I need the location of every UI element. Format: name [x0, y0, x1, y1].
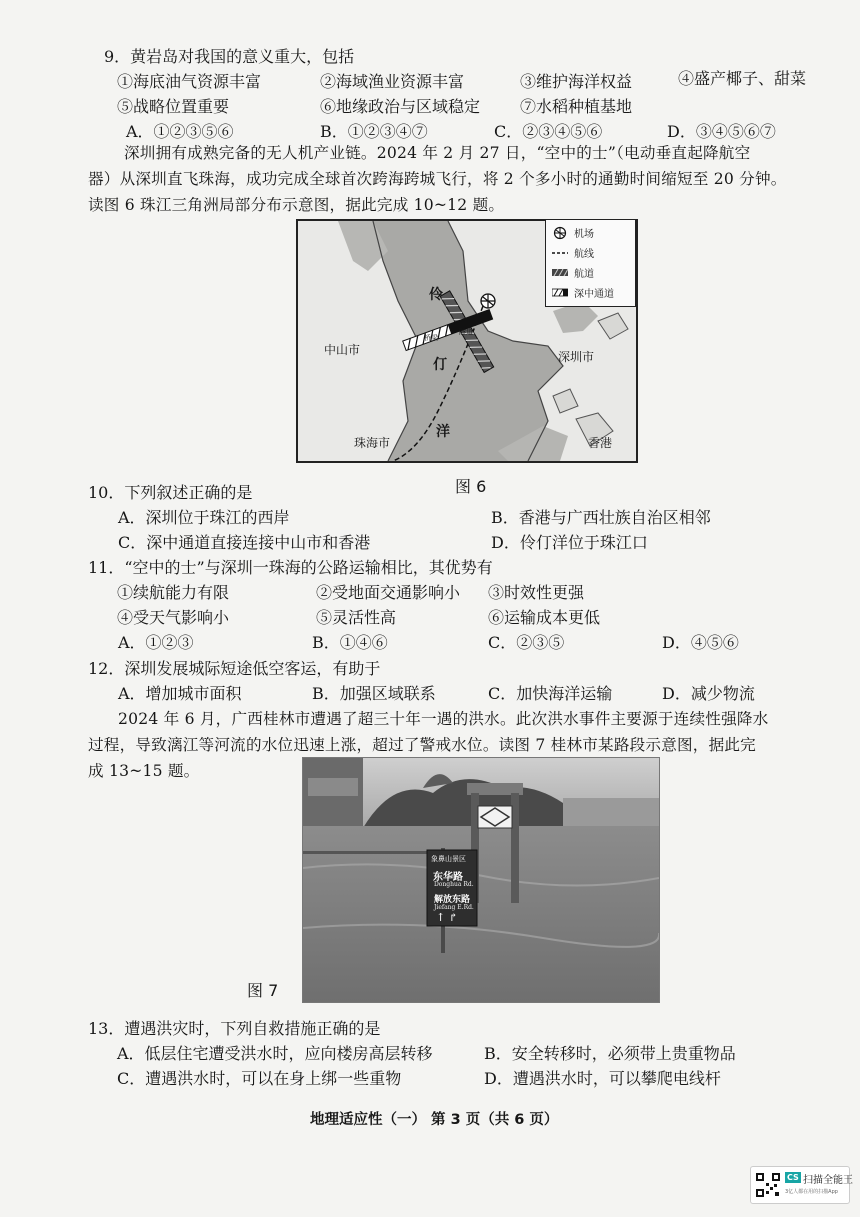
q12-stem: 12．深圳发展城际短途低空客运，有助于: [88, 659, 381, 678]
q9-item: ②海域渔业资源丰富: [320, 72, 465, 91]
q12-option: C．加快海洋运输: [488, 684, 613, 703]
q10-option: A．深圳位于珠江的西岸: [118, 508, 290, 527]
q10-option: B．香港与广西壮族自治区相邻: [491, 508, 711, 527]
q9-stem: 9．黄岩岛对我国的意义重大，包括: [104, 47, 355, 66]
q12-option: A．增加城市面积: [118, 684, 242, 703]
figure-6-caption: 图 6: [455, 477, 487, 496]
sign-line: 象鼻山景区: [431, 855, 466, 863]
intro-paragraph-line: 读图 6 珠江三角洲局部分布示意图，据此完成 10~12 题。: [88, 196, 505, 214]
q13-option: B．安全转移时，必须带上贵重物品: [484, 1044, 736, 1063]
island: [553, 389, 578, 413]
q9-option: B．①②③④⑦: [320, 122, 428, 141]
q11-item: ④受天气影响小: [117, 608, 230, 627]
q13-option: D．遭遇洪水时，可以攀爬电线杆: [484, 1069, 721, 1088]
q9-item: ①海底油气资源丰富: [117, 72, 262, 91]
q13-option: C．遭遇洪水时，可以在身上绑一些重物: [117, 1069, 402, 1088]
camscanner-badge: [750, 1166, 853, 1204]
page-footer: 地理适应性（一） 第 3 页（共 6 页）: [310, 1112, 559, 1128]
map-legend: [545, 219, 636, 307]
q9-option: C．②③④⑤⑥: [494, 122, 603, 141]
q12-option: D．减少物流: [662, 684, 755, 703]
legend-route: 航线: [574, 249, 594, 260]
sign-line: Donghua Rd.: [434, 881, 474, 888]
intro-paragraph-line: 器）从深圳直飞珠海，成功完成全球首次跨海跨城飞行，将 2 个多小时的通勤时间缩短至 20 分钟。: [88, 170, 787, 188]
camscanner-title: 扫描全能王: [803, 1175, 853, 1186]
q11-option: B．①④⑥: [312, 633, 388, 652]
sign-line: 东华路: [433, 872, 463, 883]
flood-scene: [303, 758, 659, 1002]
camscanner-logo: CS: [787, 1173, 799, 1182]
island: [598, 313, 628, 339]
legend-airport: 机场: [574, 229, 594, 240]
map-label-shenzhen: 深圳市: [558, 350, 595, 364]
q11-item: ①续航能力有限: [117, 583, 230, 602]
intro-paragraph-line: 2024 年 6 月，广西桂林市遭遇了超三十年一遇的洪水。此次洪水事件主要源于连续性强降水: [118, 710, 769, 728]
q9-item: ⑥地缘政治与区域稳定: [320, 97, 481, 116]
intro-paragraph-line: 过程，导致漓江等河流的水位迅速上涨，超过了警戒水位。读图 7 桂林市某路段示意图，据此完: [88, 736, 756, 754]
map-label-ding: 仃: [433, 357, 447, 373]
q9-item: ⑦水稻种植基地: [520, 97, 633, 116]
sign-line: 解放东路: [434, 895, 471, 905]
q9-item: ③维护海洋权益: [520, 72, 633, 91]
intro-paragraph-line: 深圳拥有成熟完备的无人机产业链。2024 年 2 月 27 日，“空中的士”（电动垂直起降航空: [124, 144, 751, 162]
qr-code-icon: [755, 1172, 781, 1198]
q10-stem: 10．下列叙述正确的是: [88, 483, 253, 502]
legend-link: 深中通道: [574, 289, 614, 300]
q11-item: ③时效性更强: [488, 583, 585, 602]
sign-line: Jiefang E.Rd.: [434, 904, 474, 911]
q12-option: B．加强区域联系: [312, 684, 436, 703]
map-label-yang: 洋: [436, 424, 450, 440]
q9-option: D．③④⑤⑥⑦: [667, 122, 776, 141]
q9-item: ⑤战略位置重要: [117, 97, 230, 116]
q9-option: A．①②③⑤⑥: [126, 122, 234, 141]
map-label-ling: 伶: [429, 287, 443, 303]
q11-item: ②受地面交通影响小: [316, 583, 461, 602]
airport-icon: [481, 294, 495, 308]
q13-option: A．低层住宅遭受洪水时，应向楼房高层转移: [117, 1044, 433, 1063]
map-label-zhongshan: 中山市: [324, 343, 361, 357]
q11-option: A．①②③: [118, 633, 194, 652]
legend-channel: 航道: [574, 269, 594, 280]
q11-item: ⑤灵活性高: [316, 608, 397, 627]
flooded-road-photo: [302, 757, 660, 1003]
map-label-zhuhai: 珠海市: [354, 436, 391, 450]
map-label-bridge: 桥梁: [424, 334, 438, 342]
camscanner-subtitle: 3亿人都在用的扫描App: [785, 1189, 838, 1195]
q13-stem: 13．遭遇洪灾时，下列自救措施正确的是: [88, 1019, 381, 1038]
map-label-hongkong: 香港: [588, 436, 613, 450]
q11-item: ⑥运输成本更低: [488, 608, 601, 627]
map-label-tunnel: 隧道: [459, 328, 473, 336]
q11-option: D．④⑤⑥: [662, 633, 739, 652]
sign-arrows-icon: ↑ ↱: [436, 911, 458, 924]
q10-option: C．深中通道直接连接中山市和香港: [118, 533, 371, 552]
q11-option: C．②③⑤: [488, 633, 565, 652]
q11-stem: 11．“空中的士”与深圳一珠海的公路运输相比，其优势有: [88, 558, 493, 577]
figure-7-caption: 图 7: [247, 981, 279, 1000]
q9-item: ④盛产椰子、甜菜: [678, 69, 807, 88]
q10-option: D．伶仃洋位于珠江口: [491, 533, 648, 552]
legend-symbols: [552, 226, 568, 300]
intro-paragraph-line: 成 13~15 题。: [88, 762, 200, 780]
